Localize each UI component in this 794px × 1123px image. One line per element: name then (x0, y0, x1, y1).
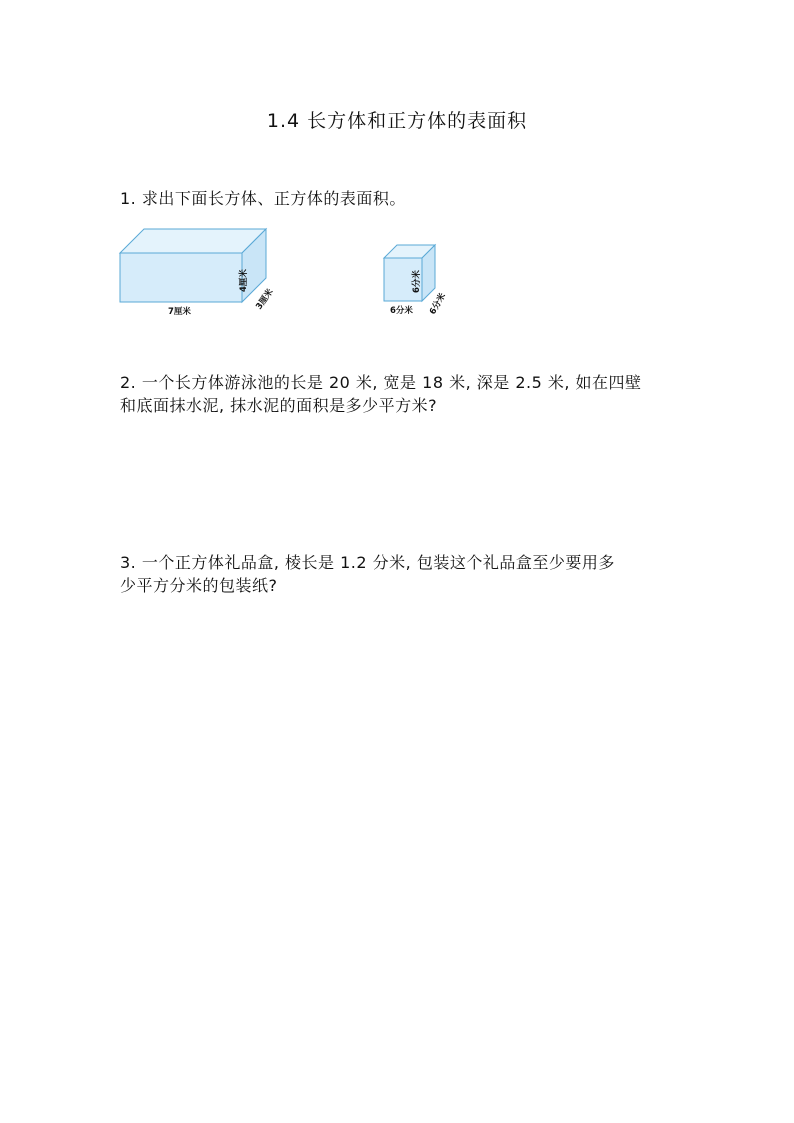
question-1-text: 1. 求出下面长方体、正方体的表面积。 (120, 189, 406, 208)
cuboid-length-label: 7厘米 (168, 307, 191, 317)
question-2 (120, 371, 680, 417)
cube-figure (382, 243, 462, 319)
cuboid-width-label: 3厘米 (254, 287, 276, 312)
cube-bottom-label: 6分米 (390, 306, 413, 316)
question-2-line-2: 和底面抹水泥, 抹水泥的面积是多少平方米? (120, 396, 438, 415)
cube-height-label: 6分米 (412, 270, 422, 293)
cuboid-height-label: 4厘米 (239, 269, 249, 292)
page-title: 1.4 长方体和正方体的表面积 (266, 110, 528, 132)
cuboid-front-face (120, 253, 242, 302)
cuboid-top-face (120, 229, 266, 253)
question-2-line-1: 2. 一个长方体游泳池的长是 20 米, 宽是 18 米, 深是 2.5 米, 如在四壁 (120, 373, 642, 392)
question-3-line-1: 3. 一个正方体礼品盒, 棱长是 1.2 分米, 包装这个礼品盒至少要用多 (120, 553, 615, 572)
question-3-line-2: 少平方分米的包装纸? (120, 576, 278, 595)
cube-depth-label: 6分米 (427, 291, 449, 317)
question-3 (120, 551, 680, 597)
cuboid-figure (118, 226, 288, 318)
question-1 (120, 187, 680, 210)
